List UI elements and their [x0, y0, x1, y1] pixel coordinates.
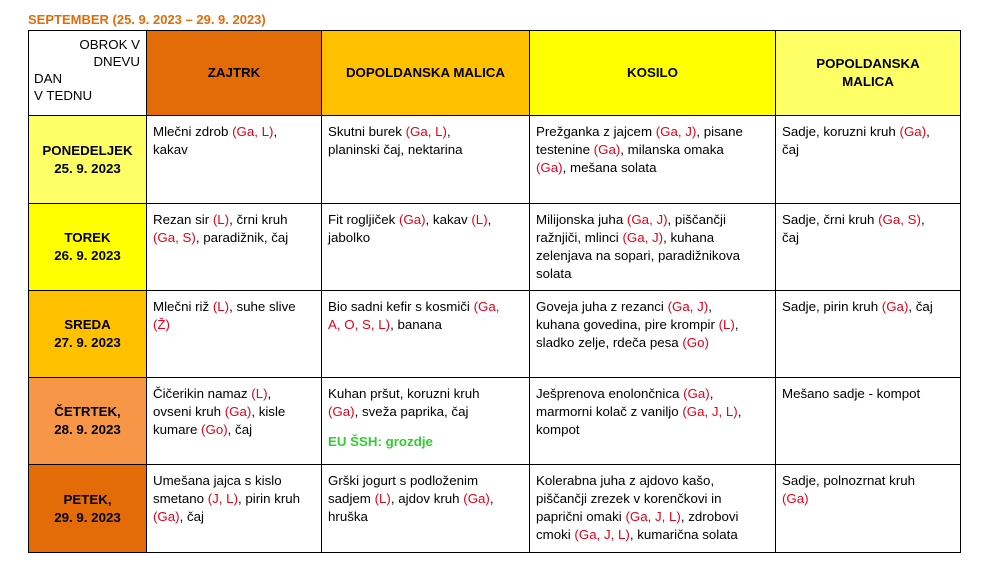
- allergen-label: (L): [718, 317, 735, 332]
- day-cell: [29, 116, 147, 204]
- allergen-label: (Ž): [153, 317, 170, 332]
- allergen-label: (Go): [682, 335, 709, 350]
- allergen-label: (Ga): [899, 124, 927, 139]
- column-header-popoldanska: POPOLDANSKA MALICA: [776, 31, 961, 116]
- table-row: [29, 465, 961, 553]
- day-cell: [29, 204, 147, 291]
- header-row: [29, 31, 961, 116]
- meal-item-text: ,: [447, 124, 451, 139]
- meal-item-text: , ajdov kruh: [390, 491, 464, 506]
- meal-item-text: , mešana solata: [562, 160, 657, 175]
- allergen-label: (Ga, J, L): [682, 404, 738, 419]
- day-name: ČETRTEK,: [54, 404, 121, 419]
- meal-item-text: Mlečni riž: [153, 299, 213, 314]
- meal-text: [147, 378, 321, 443]
- meal-text: [322, 204, 529, 251]
- meal-item-text: ,: [708, 299, 712, 314]
- meal-item-text: , kuhana: [663, 230, 715, 245]
- meal-item-text: Rezan sir: [153, 212, 213, 227]
- page-title: SEPTEMBER (25. 9. 2023 – 29. 9. 2023): [28, 12, 266, 27]
- day-cell: [29, 291, 147, 378]
- day-name: PETEK,: [63, 491, 112, 507]
- meal-item-text: , banana: [390, 317, 442, 332]
- meal-text: [147, 116, 321, 163]
- meal-cell-popoldanska: [776, 378, 961, 465]
- meal-cell-zajtrk: [147, 116, 322, 204]
- meal-cell-kosilo: [530, 378, 776, 465]
- meal-item-text: , čaj: [227, 422, 253, 437]
- meal-cell-dopoldanska: [322, 378, 530, 465]
- meal-cell-zajtrk: [147, 465, 322, 553]
- day-cell: [29, 378, 147, 465]
- meal-item-text: Prežganka z jajcem: [536, 124, 656, 139]
- day-name: PONEDELJEK: [42, 142, 133, 158]
- meal-cell-popoldanska: [776, 291, 961, 378]
- column-header-kosilo: KOSILO: [530, 31, 776, 116]
- table-row: [29, 291, 961, 378]
- meal-item-text: ,: [267, 386, 272, 401]
- meal-text: [530, 378, 775, 443]
- meal-item-text: ,: [487, 212, 492, 227]
- meal-item-text: , kisle: [251, 404, 286, 419]
- meal-item-text: ,: [709, 386, 714, 401]
- allergen-label: (Ga): [398, 212, 426, 227]
- meal-cell-kosilo: [530, 116, 776, 204]
- menu-table: [28, 30, 961, 553]
- meal-item-text: , kumarična solata: [629, 527, 738, 542]
- meal-item-text: , paradižnik, čaj: [195, 230, 289, 245]
- day-date: 26. 9. 2023: [54, 248, 121, 263]
- table-row: [29, 378, 961, 465]
- meal-item-text: ovseni kruh: [153, 404, 225, 419]
- meal-item-text: Bio sadni kefir s kosmiči: [328, 299, 474, 314]
- meal-text: [322, 378, 529, 455]
- allergen-label: (Ga): [593, 142, 621, 157]
- meal-item-text: , črni kruh: [229, 212, 288, 227]
- meal-item-text: , kakav: [425, 212, 472, 227]
- day-date: 28. 9. 2023: [54, 422, 121, 437]
- meal-item-text: ,: [926, 124, 930, 139]
- meal-item-text: Kolerabna juha z ajdovo kašo,: [536, 473, 715, 488]
- allergen-label: (Ga): [463, 491, 490, 506]
- table-row: [29, 204, 961, 291]
- meal-item-text: marmorni kolač z vaniljo: [536, 404, 683, 419]
- meal-item-text: , čaj: [179, 509, 204, 524]
- meal-text: [776, 465, 960, 512]
- meal-cell-popoldanska: [776, 465, 961, 553]
- meal-text: [322, 116, 529, 163]
- day-cell: [29, 465, 147, 553]
- meal-item-text: Kuhan pršut, koruzni kruh: [328, 386, 480, 401]
- meal-item-text: Sadje, koruzni kruh: [782, 124, 900, 139]
- meal-cell-popoldanska: [776, 204, 961, 291]
- meal-item-text: Goveja juha z rezanci: [536, 299, 668, 314]
- meal-item-text: Ješprenova enolončnica: [536, 386, 684, 401]
- meal-item-text: jabolko: [328, 230, 371, 245]
- meal-text: [530, 116, 775, 181]
- corner-label-line: OBROK V: [79, 37, 140, 52]
- meal-text: [776, 291, 960, 320]
- meal-item-text: paprični omaki: [536, 509, 626, 524]
- meal-item-text: solata: [536, 266, 572, 281]
- meal-text: [147, 291, 321, 338]
- meal-item-text: cmoki: [536, 527, 575, 542]
- meal-item-text: čaj: [782, 230, 799, 245]
- meal-cell-zajtrk: [147, 291, 322, 378]
- meal-cell-dopoldanska: [322, 291, 530, 378]
- allergen-label: (Ga): [328, 404, 355, 419]
- allergen-label: A, O, S, L): [328, 317, 391, 332]
- allergen-label: (Ga, J): [655, 124, 697, 139]
- day-date: 27. 9. 2023: [54, 335, 121, 350]
- allergen-label: (Ga): [683, 386, 710, 401]
- meal-item-text: planinski čaj, nektarina: [328, 142, 463, 157]
- meal-cell-kosilo: [530, 204, 776, 291]
- meal-item-text: Mešano sadje - kompot: [782, 386, 921, 401]
- meal-item-text: testenine: [536, 142, 594, 157]
- meal-text: [530, 291, 775, 356]
- corner-header: [29, 31, 147, 116]
- meal-text: [322, 291, 529, 338]
- meal-item-text: Skutni burek: [328, 124, 406, 139]
- meal-item-text: Sadje, pirin kruh: [782, 299, 882, 314]
- allergen-label: (L): [212, 299, 230, 314]
- corner-label-line: DNEVU: [93, 54, 140, 69]
- meal-item-text: ,: [489, 491, 494, 506]
- corner-label-line: V TEDNU: [34, 88, 93, 103]
- meal-item-text: smetano: [153, 491, 208, 506]
- meal-item-text: hruška: [328, 509, 368, 524]
- meal-text: [776, 116, 960, 163]
- meal-item-text: Sadje, polnozrnat kruh: [782, 473, 916, 488]
- meal-cell-dopoldanska: [322, 465, 530, 553]
- meal-text: [530, 204, 775, 287]
- meal-item-text: sladko zelje, rdeča pesa: [536, 335, 683, 350]
- eu-school-scheme-note: EU ŠSH: grozdje: [328, 434, 433, 449]
- allergen-label: (L): [471, 212, 488, 227]
- allergen-label: (Ga, S): [153, 230, 196, 245]
- allergen-label: (Ga, J, L): [625, 509, 681, 524]
- meal-item-text: ,: [273, 124, 278, 139]
- allergen-label: (J, L): [207, 491, 238, 506]
- meal-item-text: piščančji zrezek v korenčkovi in: [536, 491, 722, 506]
- allergen-label: (Ga): [536, 160, 563, 175]
- allergen-label: (Ga): [782, 491, 809, 506]
- day-name: SREDA: [64, 317, 111, 332]
- meal-cell-zajtrk: [147, 378, 322, 465]
- allergen-label: (L): [374, 491, 391, 506]
- allergen-label: (Ga): [224, 404, 252, 419]
- meal-text: [776, 204, 960, 251]
- meal-item-text: ražnjiči, mlinci: [536, 230, 623, 245]
- meal-item-text: kuhana govedina, pire krompir: [536, 317, 719, 332]
- meal-item-text: Umešana jajca s kislo: [153, 473, 282, 488]
- meal-text: [530, 465, 775, 548]
- meal-text: [776, 378, 960, 407]
- column-header-dopoldanska: DOPOLDANSKA MALICA: [322, 31, 530, 116]
- meal-cell-kosilo: [530, 465, 776, 553]
- allergen-label: (Ga, L): [232, 124, 274, 139]
- meal-item-text: , piščančji: [667, 212, 726, 227]
- allergen-label: (Go): [201, 422, 228, 437]
- allergen-label: (L): [251, 386, 268, 401]
- meal-item-text: ,: [920, 212, 925, 227]
- meal-item-text: , sveža paprika, čaj: [354, 404, 469, 419]
- allergen-label: (Ga): [153, 509, 180, 524]
- meal-item-text: , pirin kruh: [238, 491, 301, 506]
- meal-item-text: kumare: [153, 422, 202, 437]
- meal-item-text: , suhe slive: [229, 299, 296, 314]
- meal-item-text: , zdrobovi: [680, 509, 739, 524]
- corner-label-line: DAN: [34, 71, 63, 86]
- allergen-label: (Ga, L): [405, 124, 447, 139]
- meal-cell-dopoldanska: [322, 116, 530, 204]
- column-header-zajtrk: ZAJTRK: [147, 31, 322, 116]
- meal-item-text: Čičerikin namaz: [153, 386, 252, 401]
- day-date: 25. 9. 2023: [54, 160, 121, 176]
- allergen-label: (Ga): [881, 299, 909, 314]
- allergen-label: (Ga, J): [622, 230, 664, 245]
- day-date: 29. 9. 2023: [54, 509, 121, 525]
- allergen-label: (L): [212, 212, 230, 227]
- allergen-label: (Ga, J): [626, 212, 668, 227]
- meal-item-text: , pisane: [696, 124, 743, 139]
- meal-item-text: , čaj: [908, 299, 933, 314]
- meal-item-text: kompot: [536, 422, 580, 437]
- meal-item-text: kakav: [153, 142, 188, 157]
- meal-cell-dopoldanska: [322, 204, 530, 291]
- meal-item-text: ,: [737, 404, 742, 419]
- meal-item-text: Milijonska juha: [536, 212, 627, 227]
- meal-cell-popoldanska: [776, 116, 961, 204]
- allergen-label: (Ga, J, L): [574, 527, 630, 542]
- meal-item-text: , milanska omaka: [620, 142, 724, 157]
- meal-text: [147, 465, 321, 530]
- day-name: TOREK: [64, 230, 111, 245]
- allergen-label: (Ga,: [473, 299, 500, 314]
- meal-text: [147, 204, 321, 251]
- table-row: [29, 116, 961, 204]
- meal-text: [322, 465, 529, 530]
- meal-item-text: čaj: [782, 142, 799, 157]
- meal-cell-zajtrk: [147, 204, 322, 291]
- meal-item-text: Grški jogurt s podloženim: [328, 473, 479, 488]
- allergen-label: (Ga, J): [667, 299, 709, 314]
- meal-item-text: Mlečni zdrob: [153, 124, 233, 139]
- meal-item-text: Sadje, črni kruh: [782, 212, 879, 227]
- meal-item-text: sadjem: [328, 491, 375, 506]
- meal-item-text: zelenjava na sopari, paradižnikova: [536, 248, 741, 263]
- allergen-label: (Ga, S): [878, 212, 921, 227]
- meal-cell-kosilo: [530, 291, 776, 378]
- meal-item-text: Fit rogljiček: [328, 212, 399, 227]
- meal-item-text: ,: [734, 317, 739, 332]
